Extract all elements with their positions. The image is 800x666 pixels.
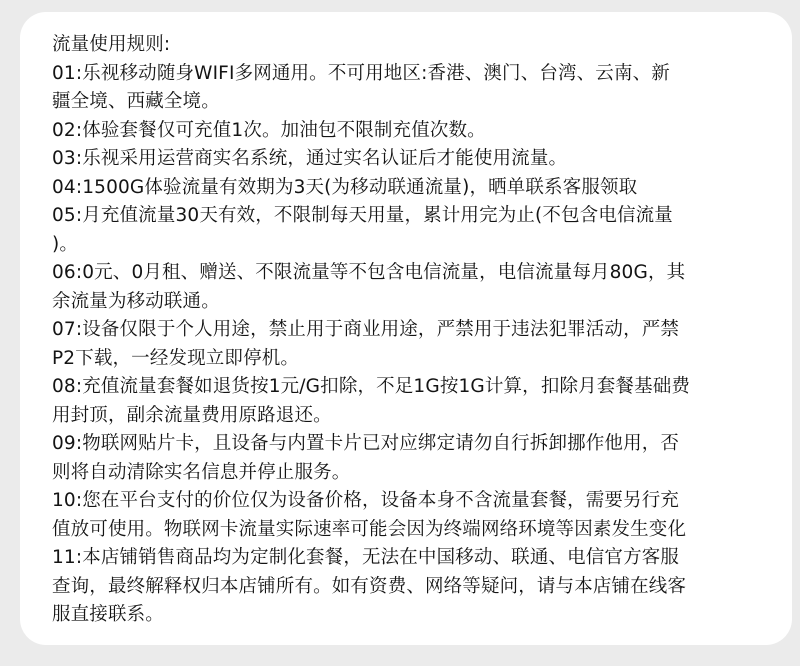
rule-text-line: 09:物联网贴片卡，且设备与内置卡片已对应绑定请勿自行拆卸挪作他用，否 — [52, 433, 680, 454]
rule-item — [52, 259, 778, 316]
rule-text-line: 查询，最终解释权归本店铺所有。如有资费、网络等疑问，请与本店铺在线客 — [52, 575, 687, 597]
rule-text-line: )。 — [52, 233, 79, 255]
rule-item — [52, 60, 778, 117]
rule-text-line: 08:充值流量套餐如退货按1元/G扣除，不足1G按1G计算，扣除月套餐基础费 — [52, 376, 691, 397]
rule-text-line: P2下载，一经发现立即停机。 — [52, 347, 300, 369]
rule-item — [52, 202, 778, 259]
rule-text-line: 04:1500G体验流量有效期为3天(为移动联通流量)，晒单联系客服领取 — [52, 176, 638, 198]
rules-list — [52, 60, 778, 630]
rule-text-line: 疆全境、西藏全境。 — [52, 91, 220, 112]
rule-text-line: 则将自动清除实名信息并停止服务。 — [52, 461, 351, 483]
rule-text-line: 11:本店铺销售商品均为定制化套餐，无法在中国移动、联通、电信官方客服 — [52, 547, 680, 568]
rule-text-line: 值放可使用。物联网卡流量实际速率可能会因为终端网络环境等因素发生变化 — [52, 518, 687, 540]
rule-text-line: 05:月充值流量30天有效，不限制每天用量，累计用完为止(不包含电信流量 — [52, 205, 673, 226]
rule-item — [52, 145, 778, 174]
rule-text-line: 服直接联系。 — [52, 604, 164, 625]
rule-text-line: 01:乐视移动随身WIFI多网通用。不可用地区:香港、澳门、台湾、云南、新 — [52, 62, 670, 84]
rule-item — [52, 544, 778, 630]
rule-item — [52, 316, 778, 373]
rules-title: 流量使用规则: — [52, 34, 171, 55]
rule-text-line: 07:设备仅限于个人用途，禁止用于商业用途，严禁用于违法犯罪活动，严禁 — [52, 319, 680, 340]
rule-item — [52, 430, 778, 487]
rule-text-line: 用封顶，副余流量费用原路退还。 — [52, 404, 332, 426]
rule-item — [52, 174, 778, 203]
rule-text-line: 03:乐视采用运营商实名系统，通过实名认证后才能使用流量。 — [52, 148, 568, 169]
rule-item — [52, 487, 778, 544]
rule-item — [52, 117, 778, 146]
rule-text-line: 06:0元、0月租、赠送、不限流量等不包含电信流量，电信流量每月80G，其 — [52, 262, 686, 283]
rule-text-line: 10:您在平台支付的价位仅为设备价格，设备本身不含流量套餐，需要另行充 — [52, 490, 680, 511]
rule-text-line: 02:体验套餐仅可充值1次。加油包不限制充值次数。 — [52, 119, 486, 141]
rule-item — [52, 373, 778, 430]
rule-text-line: 余流量为移动联通。 — [52, 290, 220, 312]
rules-card — [20, 12, 792, 645]
